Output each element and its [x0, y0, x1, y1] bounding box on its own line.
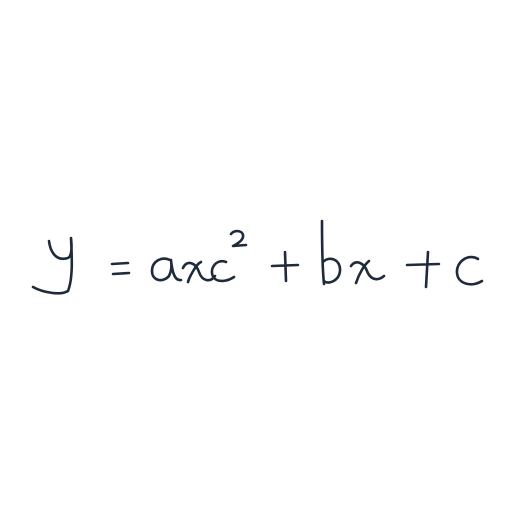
glyph-c2 — [457, 257, 482, 284]
glyph-plus1 — [272, 252, 298, 281]
glyph-plus2 — [407, 252, 439, 287]
glyph-x1 — [183, 262, 215, 282]
glyph-c1 — [212, 261, 234, 281]
glyph-y — [33, 238, 72, 293]
glyph-exponent-2 — [231, 231, 246, 246]
glyph-a — [152, 259, 181, 281]
glyph-b — [322, 221, 340, 284]
glyph-equals — [112, 263, 129, 274]
glyph-x2 — [351, 261, 384, 283]
